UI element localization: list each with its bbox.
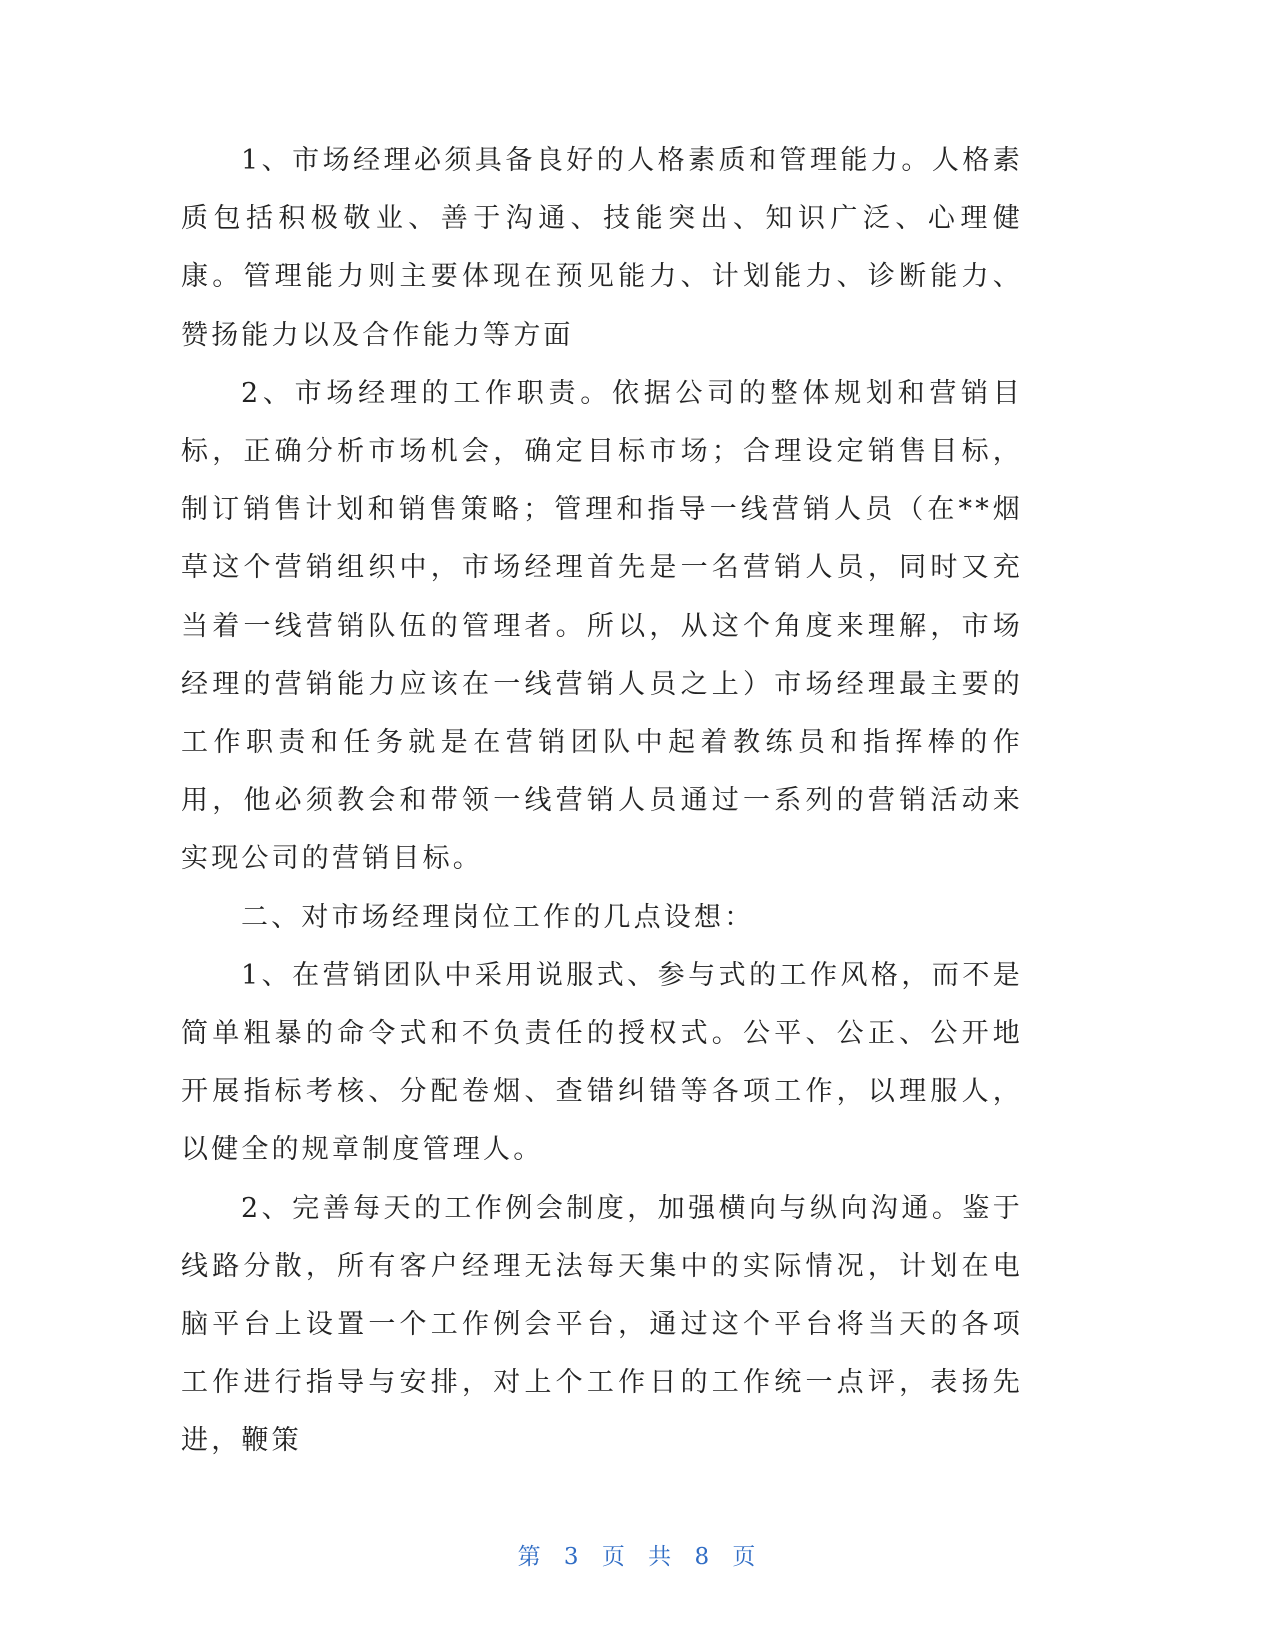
- document-body: [181, 132, 1023, 1471]
- paragraph-2: 2、市场经理的工作职责。依据公司的整体规划和营销目标，正确分析市场机会，确定目标市场；合理设定销售目标，制订销售计划和销售策略；管理和指导一线营销人员（在**烟草这个营销组织中，市场经理首先是一名营销人员，同时又充当着一线营销队伍的管理者。所以，从这个角度来理解，市场经理的营销能力应该在一线营销人员之上）市场经理最主要的工作职责和任务就是在营销团队中起着教练员和指挥棒的作用，他必须教会和带领一线营销人员通过一系列的营销活动来实现公司的营销目标。: [181, 377, 1023, 875]
- paragraph-4: 2、完善每天的工作例会制度，加强横向与纵向沟通。鉴于线路分散，所有客户经理无法每天集中的实际情况，计划在电脑平台上设置一个工作例会平台，通过这个平台将当天的各项工作进行指导与安排，对上个工作日的工作统一点评，表扬先进，鞭策: [181, 1192, 1023, 1457]
- paragraph-3: 1、在营销团队中采用说服式、参与式的工作风格，而不是简单粗暴的命令式和不负责任的授权式。公平、公正、公开地开展指标考核、分配卷烟、查错纠错等各项工作，以理服人，以健全的规章制度管理人。: [181, 959, 1023, 1166]
- paragraph-1: 1、市场经理必须具备良好的人格素质和管理能力。人格素质包括积极敬业、善于沟通、技能突出、知识广泛、心理健康。管理能力则主要体现在预见能力、计划能力、诊断能力、赞扬能力以及合作能力等方面: [181, 145, 1023, 351]
- page-number-footer: 第 3 页 共 8 页: [517, 1544, 758, 1570]
- section-heading: 二、对市场经理岗位工作的几点设想：: [241, 901, 755, 933]
